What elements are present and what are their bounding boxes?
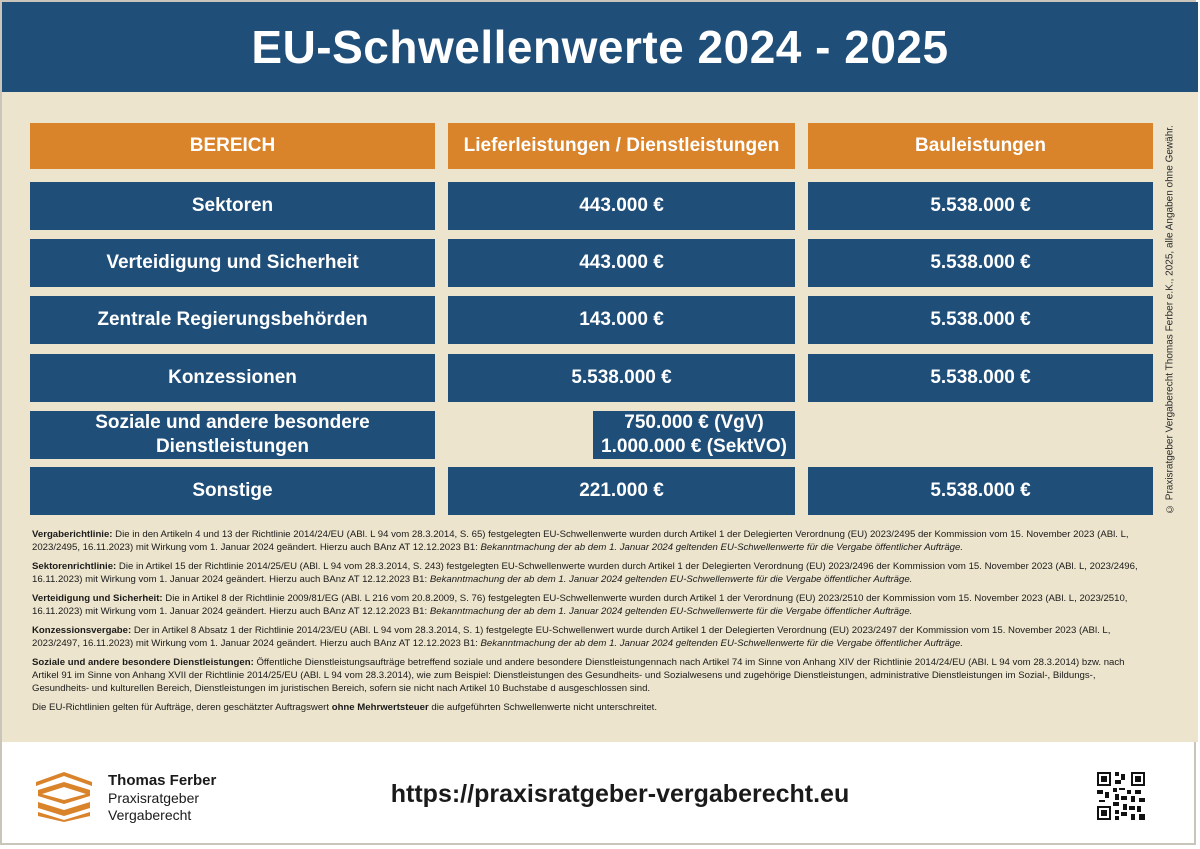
row-sonstige-bau: 5.538.000 € [808,467,1153,515]
brand-line1: Praxisratgeber [108,790,200,806]
stacked-books-icon [36,772,92,822]
note-konzessionsvergabe: Konzessionsvergabe: Der in Artikel 8 Absatz 1 der Richtlinie 2014/23/EU (ABl. L 94 vom 28.3.2014, S. 1) festgelegte EU-Schwellenwert wurde durch Artikel 1 der Delegierten Verordnung (EU) 2023/2497 der Kommission vom 15. November 2023 (ABl. L, 2023/2497, 16.11.2023) mit Wirkung vom 1. Januar 2024 geändert. Hierzu auch BAnz AT 12.12.2023 B1: Bekanntmachung der ab dem 1. Januar 2024 geltenden EU-Schwellenwerte für die Vergabe öffentlicher Aufträge. [32,625,1111,649]
row-regierung-liefer: 143.000 € [448,296,795,344]
row-verteidigung-liefer: 443.000 € [448,239,795,287]
row-sonstige-liefer: 221.000 € [448,467,795,515]
row-soziale-label [30,411,435,459]
qr-code-icon [1097,772,1145,820]
page-title: EU-Schwellenwerte 2024 - 2025 [251,21,949,73]
note-vergaberichtlinie: Vergaberichtlinie: Die in den Artikeln 4 und 13 der Richtlinie 2014/24/EU (ABl. L 94 vom 28.3.2014, S. 65) festgelegten EU-Schwellenwerte wurden durch Artikel 1 der Delegierten Verordnung (EU) 2023/2495 der Kommission vom 15. November 2023 (ABl. L, 2023/2495, 16.11.2023) mit Wirkung vom 1. Januar 2024 geändert. Hierzu auch BAnz AT 12.12.2023 B1: Bekanntmachung der ab dem 1. Januar 2024 geltenden EU-Schwellenwerte für die Vergabe öffentlicher Aufträge. [32,529,1129,553]
brand-name: Thomas Ferber [108,772,217,789]
row-sektoren-liefer: 443.000 € [448,182,795,230]
note-soziale-dienstleistungen: Soziale und andere besondere Dienstleistungen: Öffentliche Dienstleistungsaufträge betreffend soziale und andere besondere Dienstleistungennach nach Artikel 74 im Sinne von Anhang XIV der Richtlinie 2014/24/EU (ABl. L 94 vom 28.3.2014) bzw. nach Artikel 91 im Sinne von Anhang XVII der Richtlinie 2014/25/EU (ABl. L 94 vom 28.3.2014), wie zum Beispiel: Dienstleistungen des Gesundheits- und Sozialwesens und zugehörige Dienstleistungen, administrative Dienstleistungen im Sozial-, Bildungs-, Gesundheits- und kulturellen Bereich, Dienstleistungen im juristischen Bereich, sofern sie nicht nach Artikel 10 Buchstabe d ausgeschlossen sind. [32,657,1125,694]
row-regierung-label: Zentrale Regierungsbehörden [30,296,435,344]
note-verteidigung: Verteidigung und Sicherheit: Die in Artikel 8 der Richtlinie 2009/81/EG (ABl. L 216 vom 20.8.2009, S. 76) festgelegten EU-Schwellenwerte wurden durch Artikel 1 der Verordnung (EU) 2023/2510 der Kommission vom 15. November 2023 (ABl. L, 2023/2510, 16.11.2023) mit Wirkung vom 1. Januar 2024 geändert. Hierzu auch BAnz AT 12.12.2023 B1: Bekanntmachung der ab dem 1. Januar 2024 geltenden EU-Schwellenwerte für die Vergabe öffentlicher Aufträge. [32,593,1128,617]
copyright-note: © Praxisratgeber Vergaberecht Thomas Ferber e.K., 2025, alle Angaben ohne Gewähr. [1164,125,1176,515]
page-header [2,2,1198,92]
brand-block [108,772,216,824]
row-konzessionen-liefer: 5.538.000 € [448,354,795,402]
row-verteidigung-label: Verteidigung und Sicherheit [30,239,435,287]
row-soziale-label-line2: Dienstleistungen [155,436,310,457]
brand-line2: Vergaberecht [108,807,192,823]
note-sektorenrichtlinie: Sektorenrichtlinie: Die in Artikel 15 der Richtlinie 2014/25/EU (ABl. L 94 vom 28.3.2014, S. 243) festgelegten EU-Schwellenwerte wurden durch Artikel 1 der Delegierten Verordnung (EU) 2023/2496 der Kommission vom 15. November 2023 (ABl. L, 2023/2496, 16.11.2023) mit Wirkung vom 1. Januar 2024 geändert. Hierzu auch BAnz AT 12.12.2023 B1: Bekanntmachung der ab dem 1. Januar 2024 geltenden EU-Schwellenwerte für die Vergabe öffentlicher Aufträge. [32,561,1138,585]
row-soziale-liefer [593,411,795,459]
row-verteidigung-bau: 5.538.000 € [808,239,1153,287]
column-header-liefer: Lieferleistungen / Dienstleistungen [448,123,795,169]
row-regierung-bau: 5.538.000 € [808,296,1153,344]
note-mehrwertsteuer: Die EU-Richtlinien gelten für Aufträge, deren geschätzter Auftragswert ohne Mehrwertsteuer die aufgeführten Schwellenwerte nicht unterschreitet. [32,702,657,713]
legal-notes [32,528,1152,720]
row-konzessionen-bau: 5.538.000 € [808,354,1153,402]
row-sektoren-label: Sektoren [30,182,435,230]
row-sektoren-bau: 5.538.000 € [808,182,1153,230]
row-sonstige-label: Sonstige [30,467,435,515]
row-konzessionen-label: Konzessionen [30,354,435,402]
column-header-bau: Bauleistungen [808,123,1153,169]
row-soziale-liefer-line1: 750.000 € (VgV) [624,412,764,433]
website-url[interactable]: https://praxisratgeber-vergaberecht.eu [390,780,850,808]
row-soziale-label-line1: Soziale und andere besondere [95,412,370,433]
column-header-bereich: BEREICH [30,123,435,169]
row-soziale-liefer-line2: 1.000.000 € (SektVO) [601,436,787,457]
